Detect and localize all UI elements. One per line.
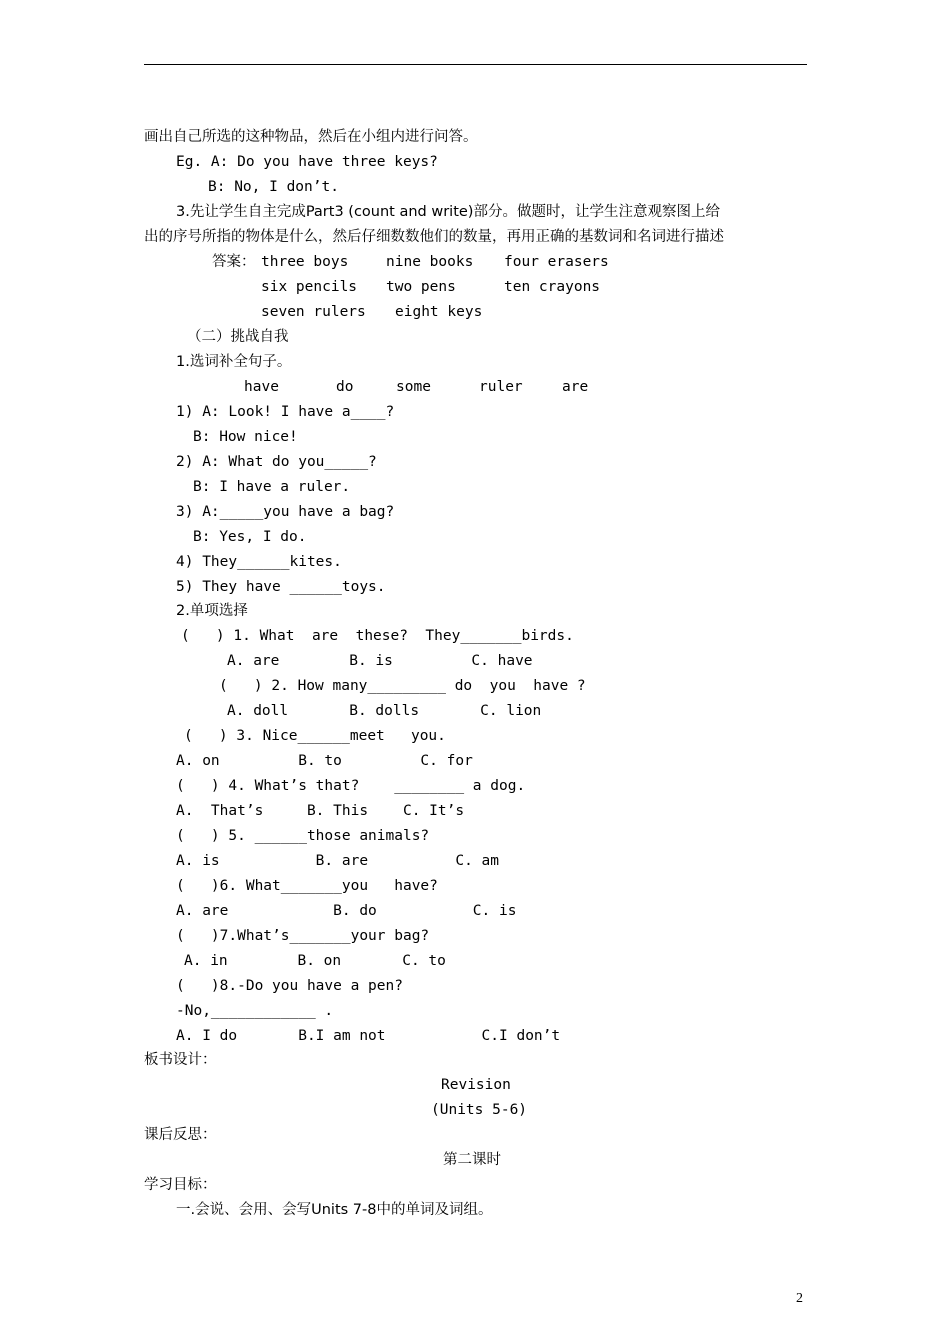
word-bank-item: are xyxy=(562,379,589,395)
example-line-a: Eg. A: Do you have three keys? xyxy=(176,154,438,170)
fill-title: 1.选词补全句子。 xyxy=(176,354,292,370)
example-line-b: B: No, I don’t. xyxy=(208,179,339,195)
answer-item: nine books xyxy=(386,254,474,270)
fill-line: B: I have a ruler. xyxy=(193,479,351,495)
choice-line: A. are B. is C. have xyxy=(227,653,533,669)
choice-line: ( ) 1. What are these? They_______birds. xyxy=(181,628,574,644)
choice-line: A. on B. to C. for xyxy=(176,753,473,769)
word-bank-item: have xyxy=(244,379,279,395)
choice-line: A. are B. do C. is xyxy=(176,903,517,919)
answer-label: 答案： xyxy=(212,254,256,270)
lesson2-title: 第二课时 xyxy=(443,1152,501,1168)
answer-item: eight keys xyxy=(395,304,483,320)
step3-line-1: 3.先让学生自主完成Part3 (count and write)部分。做题时，让学生注意观察图上给 xyxy=(176,204,720,220)
choice-line: ( ) 5. ______those animals? xyxy=(176,828,430,844)
answer-item: ten crayons xyxy=(504,279,601,295)
board-label: 板书设计： xyxy=(144,1052,217,1068)
header-rule xyxy=(144,64,807,65)
fill-line: B: How nice! xyxy=(193,429,298,445)
choice-line: ( )6. What_______you have? xyxy=(176,878,438,894)
choice-line: ( ) 4. What’s that? ________ a dog. xyxy=(176,778,526,794)
choice-line: A. in B. on C. to xyxy=(184,953,446,969)
choice-line: ( )7.What’s_______your bag? xyxy=(176,928,430,944)
choice-line: A. I do B.I am not C.I don’t xyxy=(176,1028,561,1044)
answer-item: three boys xyxy=(261,254,349,270)
fill-line: 2) A: What do you_____? xyxy=(176,454,377,470)
word-bank-item: do xyxy=(336,379,354,395)
fill-line: 1) A: Look! I have a____? xyxy=(176,404,395,420)
page-number: 2 xyxy=(796,1291,803,1306)
word-bank-item: ruler xyxy=(479,379,523,395)
choice-line: -No,____________ . xyxy=(176,1003,334,1019)
fill-line: 5) They have ______toys. xyxy=(176,579,386,595)
objective-item: 一.会说、会用、会写Units 7-8中的单词及词组。 xyxy=(176,1202,493,1218)
choice-line: ( )8.-Do you have a pen? xyxy=(176,978,403,994)
choice-line: ( ) 3. Nice______meet you. xyxy=(184,728,446,744)
answer-item: four erasers xyxy=(504,254,609,270)
choice-line: A. is B. are C. am xyxy=(176,853,500,869)
board-title: Revision xyxy=(441,1077,511,1093)
choice-title: 2.单项选择 xyxy=(176,603,248,619)
board-subtitle: (Units 5-6) xyxy=(431,1102,528,1118)
challenge-heading: （二）挑战自我 xyxy=(187,329,289,345)
choice-line: ( ) 2. How many_________ do you have ? xyxy=(219,678,586,694)
word-bank-item: some xyxy=(396,379,431,395)
answer-item: six pencils xyxy=(261,279,358,295)
choice-line: A. That’s B. This C. It’s xyxy=(176,803,465,819)
fill-line: B: Yes, I do. xyxy=(193,529,307,545)
fill-line: 3) A:_____you have a bag? xyxy=(176,504,395,520)
answer-item: seven rulers xyxy=(261,304,366,320)
answer-item: two pens xyxy=(386,279,456,295)
reflection-label: 课后反思： xyxy=(144,1127,217,1143)
step3-line-2: 出的序号所指的物体是什么，然后仔细数数他们的数量，再用正确的基数词和名词进行描述 xyxy=(144,229,724,245)
fill-line: 4) They______kites. xyxy=(176,554,342,570)
choice-line: A. doll B. dolls C. lion xyxy=(227,703,542,719)
objectives-label: 学习目标： xyxy=(144,1177,217,1193)
intro-line: 画出自己所选的这种物品，然后在小组内进行问答。 xyxy=(144,129,478,145)
